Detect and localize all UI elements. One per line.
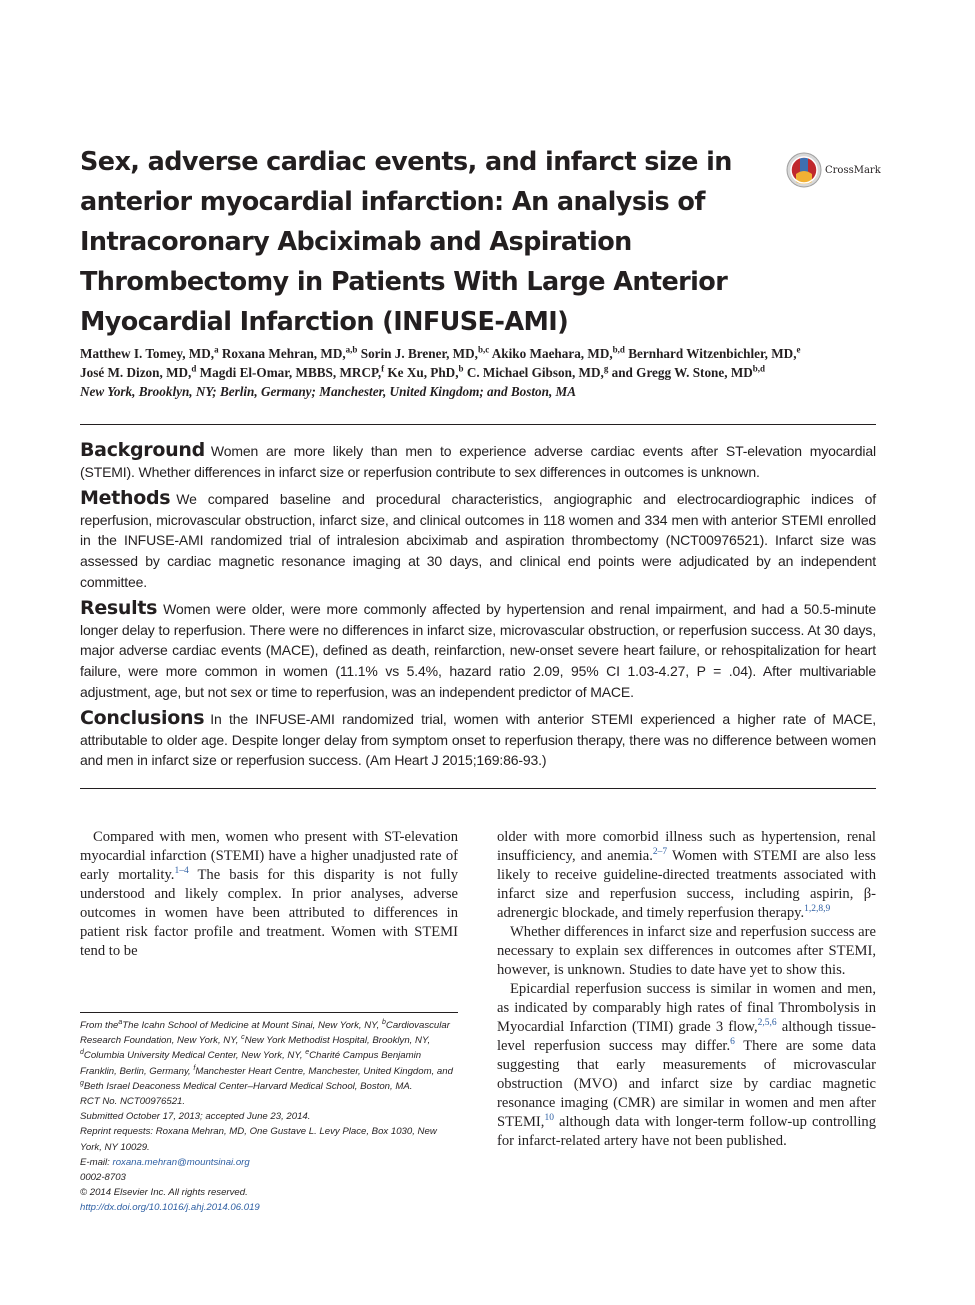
author: Matthew I. Tomey, MD,	[80, 346, 215, 361]
citation-link[interactable]: 2,5,6	[757, 1018, 777, 1029]
citation-link[interactable]: 6	[730, 1037, 735, 1048]
affiliations: From the$^a$The Icahn School of Medicine at Mount Sinai, New York, NY, $^b$Cardiovascular Research Foundation, New York, NY, $^c$New York Methodist Hospital, Brooklyn, NY, $^d$Columbia University Medical Center, New York, NY, $^e$Charité Campus Benjamin Franklin, Berlin, Germany, $^f$Manchester Heart Centre, Manchester, United Kingdom, and $^g$Beth Israel Deaconess Medical Center–Harvard Medical School, Boston, MA.	[80, 1018, 453, 1092]
author: Roxana Mehran, MD,	[221, 346, 346, 361]
abstract	[80, 440, 876, 777]
author-list: Matthew I. Tomey, MD,$^a$ Roxana Mehran, MD,$^{a,b}$ Sorin J. Brener, MD,$^{b,c}$ Akiko Maehara, MD,$^{b,d}$ Bernhard Witzenbichler, MD,$^e$ José M. Dizon, MD,$^d$ Magdi El-Omar, MBBS, MRCP,$^f$ Ke Xu, PhD,$^b$ C. Michael Gibson, MD,$^g$ and Gregg W. Stone, MD$^{b,d}$	[80, 344, 801, 380]
email-line: E-mail: roxana.mehran@mountsinai.org	[80, 1156, 250, 1168]
submission-dates: Submitted October 17, 2013; accepted June 23, 2014.	[80, 1111, 311, 1123]
email-link[interactable]: roxana.mehran@mountsinai.org	[112, 1156, 250, 1168]
abstract-heading: Background	[80, 439, 205, 461]
copyright: © 2014 Elsevier Inc. All rights reserved.	[80, 1187, 248, 1199]
body-paragraph: Compared with men, women who present with ST-elevation myocardial infarction (STEMI) have a higher unadjusted rate of early mortality.$^{1-4}$ The basis for this disparity is not fully understood and likely complex. In prior analyses, adverse outcomes in women have been attributed to differences in patient risk factor profile and treatment. Women with STEMI tend to be	[80, 829, 458, 959]
crossmark-label: CrossMark	[825, 164, 881, 176]
author: C. Michael Gibson, MD,	[466, 365, 604, 380]
abstract-methods: Methods We compared baseline and procedural characteristics, angiographic and electrocardiographic indices of reperfusion, microvascular obstruction, infarct size, and clinical outcomes in 118 women and 334 men with anterior STEMI enrolled in the INFUSE-AMI randomized trial of intralesion abciximab and aspiration thrombectomy (NCT00976521). Infarct size was assessed by cardiac magnetic resonance imaging at 30 days, and clinical end points were adjudicated by an independent committee.	[80, 487, 876, 590]
body-paragraph: Epicardial reperfusion success is similar in women and men, as indicated by comparably high rates of final Thrombolysis in Myocardial Infarction (TIMI) grade 3 flow,$^{2,5,6}$ although tissue-level reperfusion success may differ.$^6$ There are some data suggesting that early measurements of microvascular obstruction (MVO) and infarct size by cardiac magnetic resonance imaging (CMR) are similar in women and men after STEMI,$^{10}$ although data with longer-term follow-up controlling for infarct-related artery have not been published.	[497, 981, 876, 1149]
footnotes	[80, 1018, 458, 1216]
body-paragraph: older with more comorbid illness such as hypertension, renal insufficiency, and anemia.$^{2-7}$ Women with STEMI are also less likely to receive guideline-directed treatments associated with infarct size and reperfusion success, including aspirin, β-adrenergic blockade, and timely reperfusion therapy.$^{1,2,8,9}$	[497, 829, 876, 921]
divider	[80, 424, 876, 425]
citation-link[interactable]: 10	[544, 1113, 554, 1124]
body-paragraph: Whether differences in infarct size and reperfusion success are necessary to explain sex differences in outcomes after STEMI, however, is unknown. Studies to date have yet to show this.	[497, 924, 876, 978]
author: Ke Xu, PhD,	[387, 365, 459, 380]
body-column-left	[80, 828, 458, 961]
divider	[80, 788, 876, 789]
trial-registration: RCT No. NCT00976521.	[80, 1096, 186, 1108]
author: José M. Dizon, MD,	[80, 365, 192, 380]
abstract-heading: Methods	[80, 487, 171, 510]
article-title: Sex, adverse cardiac events, and infarct size in anterior myocardial infarction: An analysis of Intracoronary Abciximab and Aspiration Thrombectomy in Patients With Large Anterior Myocardial Infarction (INFUSE-AMI)	[80, 147, 732, 337]
crossmark-badge[interactable]	[786, 152, 886, 188]
abstract-conclusions: Conclusions In the INFUSE-AMI randomized trial, women with anterior STEMI experienced a higher rate of MACE, attributable to older age. Despite longer delay from symptom onset to reperfusion therapy, there was no difference between women and men in infarct size or reperfusion success. (Am Heart J 2015;169:86-93.)	[80, 707, 876, 769]
author-locations: New York, Brooklyn, NY; Berlin, Germany; Manchester, United Kingdom; and Boston, MA	[80, 384, 577, 399]
crossmark-icon	[786, 152, 822, 188]
footnote-divider	[80, 1012, 458, 1013]
abstract-background: Background Women are more likely than men to experience adverse cardiac events after ST-elevation myocardial (STEMI). Whether differences in infarct size or reperfusion contribute to sex differences in outcomes is unknown.	[80, 439, 876, 480]
citation-link[interactable]: 2–7	[652, 847, 668, 858]
author: Magdi El-Omar, MBBS, MRCP,	[199, 365, 382, 380]
body-column-right	[497, 828, 876, 1151]
abstract-heading: Conclusions	[80, 707, 205, 730]
author: Akiko Maehara, MD,	[491, 346, 613, 361]
issn: 0002-8703	[80, 1172, 126, 1184]
doi-link[interactable]: http://dx.doi.org/10.1016/j.ahj.2014.06.019	[80, 1202, 260, 1214]
citation-link[interactable]: 1,2,8,9	[804, 904, 831, 915]
author: and Gregg W. Stone, MD	[611, 365, 753, 380]
author: Sorin J. Brener, MD,	[360, 346, 478, 361]
abstract-results: Results Women were older, were more commonly affected by hypertension and renal impairment, and had a 50.5-minute longer delay to reperfusion. There were no differences in infarct size, microvascular obstruction, or reperfusion success. At 30 days, major adverse cardiac events (MACE), defined as death, reinfarction, new-onset severe heart failure, or rehospitalization for heart failure, were more common in women (11.1% vs 5.4%, hazard ratio 2.09, 95% CI 1.03-4.27, P = .04). After multivariable adjustment, age, but not sex or time to reperfusion, was an independent predictor of MACE.	[80, 597, 876, 700]
author: Bernhard Witzenbichler, MD,	[628, 346, 797, 361]
citation-link[interactable]: 1–4	[174, 866, 189, 877]
reprint-requests: Reprint requests: Roxana Mehran, MD, One Gustave L. Levy Place, Box 1030, New York, NY 10029.	[80, 1126, 437, 1153]
abstract-heading: Results	[80, 597, 158, 620]
